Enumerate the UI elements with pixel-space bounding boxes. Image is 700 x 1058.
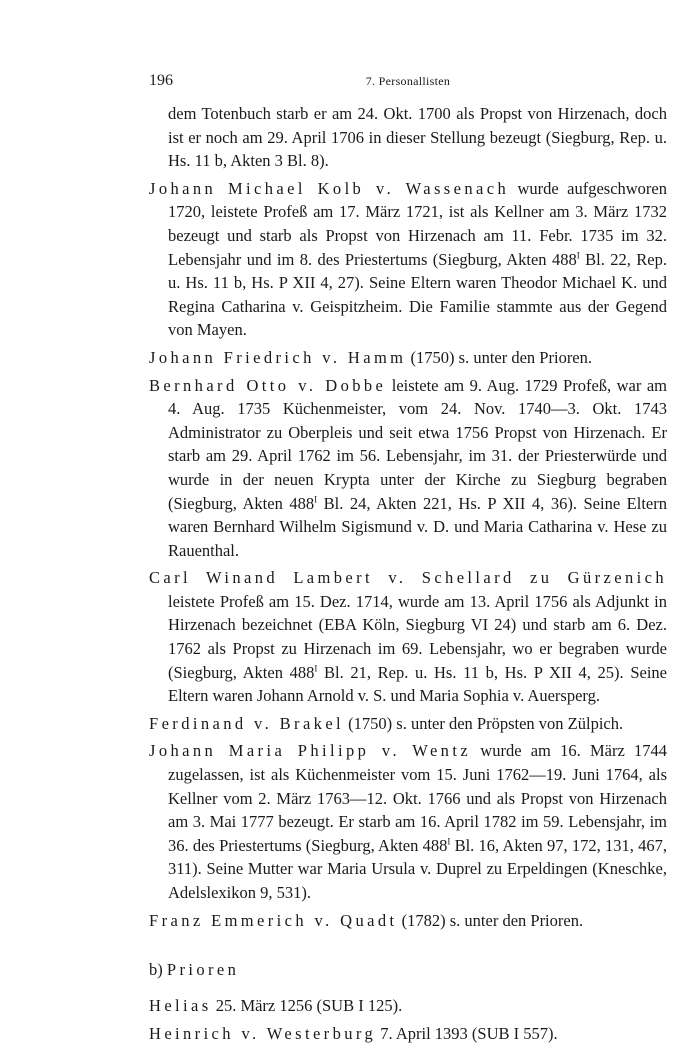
person-name: Johann Maria Philipp v. Wentz	[149, 741, 472, 761]
person-name: Johann Michael Kolb v. Wassenach	[149, 178, 510, 198]
entry-text: leistete am 9. Aug. 1729 Profeß, war am 4. Aug. 1735 Küchenmeister, vom 24. Nov. 1740—3. Okt. 1743 Administrator zu Oberpleis und seit etwa 1756 Propst von Hirzenach. Er starb am 29. April 1762 im 56. Lebensjahr, im 31. der Priesterwürde und wurde in der neuen Krypta unter der Kirche zu Siegburg begraben (Siegburg, Akten 488	[168, 375, 667, 513]
entry-hamm	[149, 346, 667, 370]
entry-text-cont: Bl. 16, Akten 97, 172, 131, 467, 311). Seine Mutter war Maria Ursula v. Duprel zu Erpeldingen (Kneschke, Adelslexikon 9, 531).	[168, 835, 667, 902]
person-name: Carl Winand Lambert v. Schellard zu Gürzenich	[149, 568, 667, 588]
person-name: Helias	[149, 996, 212, 1016]
entry-quadt	[149, 909, 667, 933]
entry-text: wurde aufgeschworen 1720, leistete Profeß am 17. März 1721, ist als Kellner am 3. März 1732 bezeugt und starb als Propst von Hirzenach am 11. Febr. 1735 im 32. Lebensjahr und im 8. des Priestertums (Siegburg, Akten 488	[168, 178, 668, 269]
prior-helias	[149, 994, 667, 1018]
person-name: Heinrich v. Westerburg	[149, 1023, 377, 1043]
page-number: 196	[149, 72, 173, 89]
prior-westerburg	[149, 1022, 667, 1046]
entry-text: leistete Profeß am 15. Dez. 1714, wurde am 13. April 1756 als Adjunkt in Hirzenach bezeichnet (EBA Köln, Siegburg VI 24) und starb am 6. Dez. 1762 als Propst zu Hirzenach im 69. Lebensjahr, wo er begraben wurde (Siegburg, Akten 488	[168, 591, 667, 682]
superscript: I	[314, 663, 318, 674]
entry-text: 7. April 1393 (SUB I 557).	[380, 1023, 558, 1043]
entry-text-cont: Bl. 22, Rep. u. Hs. 11 b, Hs. P XII 4, 27). Seine Eltern waren Theodor Michael K. und Regina Catharina v. Geispitzheim. Die Familie stammte aus der Gegend von Mayen.	[168, 249, 667, 340]
entry-text: (1750) s. unter den Prioren.	[410, 347, 593, 367]
section-marker: b)	[149, 960, 163, 980]
entry-text: (1782) s. unter den Prioren.	[401, 910, 584, 930]
section-heading	[149, 960, 667, 980]
running-head: 7. Personallisten	[365, 74, 451, 88]
page-header	[149, 72, 667, 94]
person-name: Johann Friedrich v. Hamm	[149, 347, 407, 367]
person-name: Bernhard Otto v. Dobbe	[149, 375, 387, 395]
entry-schellard	[149, 566, 667, 708]
entry-text: (1750) s. unter den Pröpsten von Zülpich.	[348, 713, 624, 733]
superscript: I	[576, 250, 580, 261]
continuation-paragraph: dem Totenbuch starb er am 24. Okt. 1700 als Propst von Hirzenach, doch ist er noch am 29. April 1706 in dieser Stellung bezeugt (Siegburg, Rep. u. Hs. 11 b, Akten 3 Bl. 8).	[168, 104, 667, 171]
entry-text: 25. März 1256 (SUB I 125).	[215, 996, 403, 1016]
superscript: I	[447, 836, 451, 847]
section-title: Prioren	[166, 960, 240, 980]
entry-text-cont: Bl. 24, Akten 221, Hs. P XII 4, 36). Seine Eltern waren Bernhard Wilhelm Sigismund v. D. und Maria Catharina v. Hese zu Rauenthal.	[168, 493, 667, 560]
entry-wentz	[149, 739, 667, 904]
entry-dobbe	[149, 374, 667, 563]
superscript: I	[314, 494, 318, 504]
person-name: Ferdinand v. Brakel	[149, 713, 345, 733]
person-name: Franz Emmerich v. Quadt	[149, 910, 398, 930]
entry-text: wurde am 16. März 1744 zugelassen, ist als Küchenmeister vom 15. Juni 1762—19. Juni 1764, als Kellner vom 2. März 1763—12. Okt. 1766 und als Propst von Hirzenach am 3. Mai 1777 bezeugt. Er starb am 16. April 1782 im 59. Lebensjahr, im 36. des Priestertums (Siegburg, Akten 488	[168, 741, 667, 855]
entry-brakel	[149, 712, 667, 736]
entry-kolb	[149, 177, 667, 342]
entry-text-cont: Bl. 21, Rep. u. Hs. 11 b, Hs. P XII 4, 25). Seine Eltern waren Johann Arnold v. S. und Maria Sophia v. Auersperg.	[168, 662, 667, 706]
page-body	[149, 102, 667, 1049]
